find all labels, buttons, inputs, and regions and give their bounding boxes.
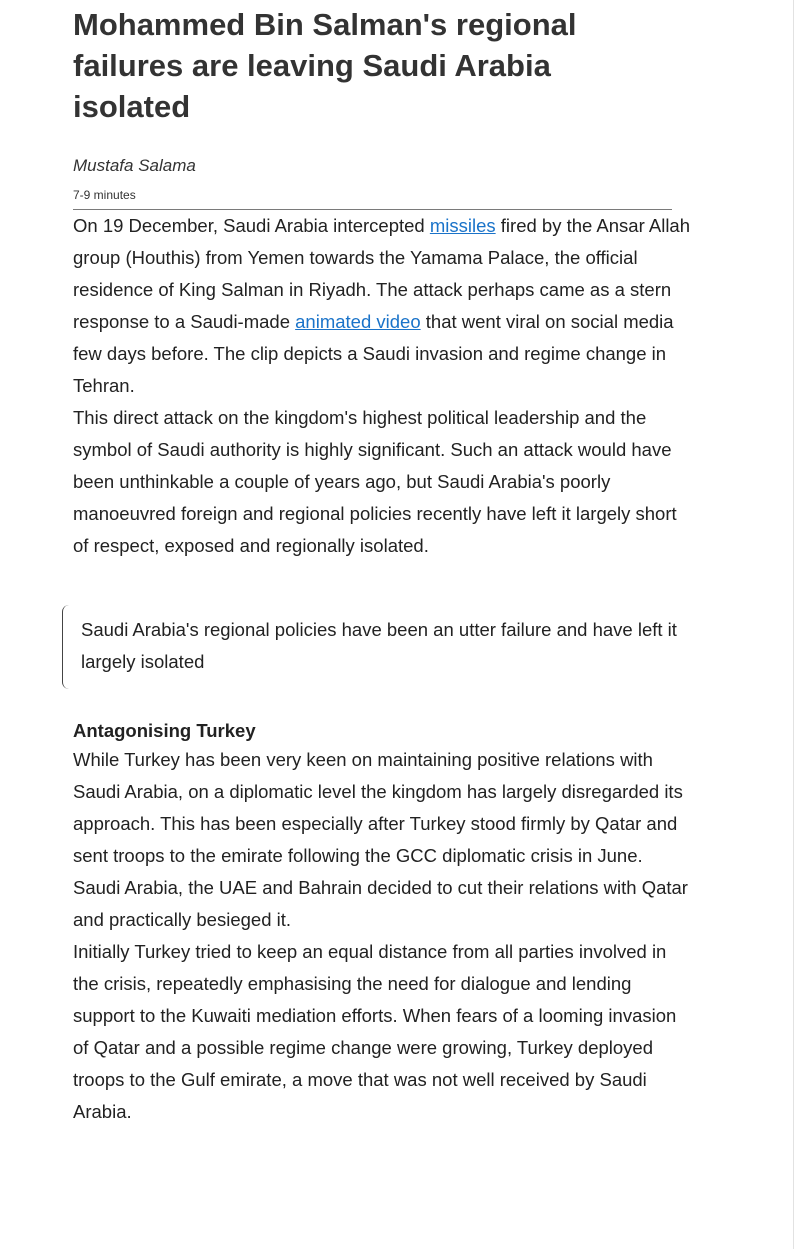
quote-bracket (62, 605, 69, 689)
paragraph-turkey-troops: Initially Turkey tried to keep an equal distance from all parties involved in the crisis, repeatedly emphasising the need for dialogue and lending support to the Kuwaiti mediation efforts. When fears of a looming invasion of Qatar and a possible regime change were growing, Turkey deployed troops to the Gulf emirate, a move that was not well received by Saudi Arabia. (73, 941, 677, 1122)
pull-quote (62, 614, 691, 678)
section-heading: Antagonising Turkey (73, 720, 256, 741)
author-byline: Mustafa Salama (73, 156, 196, 175)
article (73, 4, 693, 1128)
paragraph-text: that went viral on social media few days before. The clip depicts a Saudi invasion and regime change in Tehran. (73, 311, 674, 396)
paragraph-significance: This direct attack on the kingdom's highest political leadership and the symbol of Saudi authority is highly significant. Such an attack would have been unthinkable a couple of years ago, but Saudi Arabia's poorly manoeuvred foreign and regional policies recently have left it largely short of respect, exposed and regionally isolated. (73, 407, 677, 556)
article-title: Mohammed Bin Salman's regional failures are leaving Saudi Arabia isolated (73, 7, 577, 124)
paragraph-turkey-relations: While Turkey has been very keen on maintaining positive relations with Saudi Arabia, on a diplomatic level the kingdom has largely disregarded its approach. This has been especially after Turkey stood firmly by Qatar and sent troops to the emirate following the GCC diplomatic crisis in June. Saudi Arabia, the UAE and Bahrain decided to cut their relations with Qatar and practically besieged it. (73, 749, 688, 930)
paragraph-text: fired by the Ansar Allah group (Houthis) from Yemen towards the Yamama Palace, the official residence of King Salman in Riyadh. The attack perhaps came as a stern response to a Saudi-made (73, 215, 691, 332)
pull-quote-text: Saudi Arabia's regional policies have been an utter failure and have left it largely isolated (81, 619, 677, 672)
animated-video-link[interactable]: animated video (295, 311, 421, 332)
paragraph-intro (73, 210, 693, 402)
missiles-link[interactable]: missiles (429, 215, 496, 236)
read-time: 7-9 minutes (73, 188, 136, 202)
paragraph-text: On 19 December, Saudi Arabia intercepted (73, 215, 430, 236)
